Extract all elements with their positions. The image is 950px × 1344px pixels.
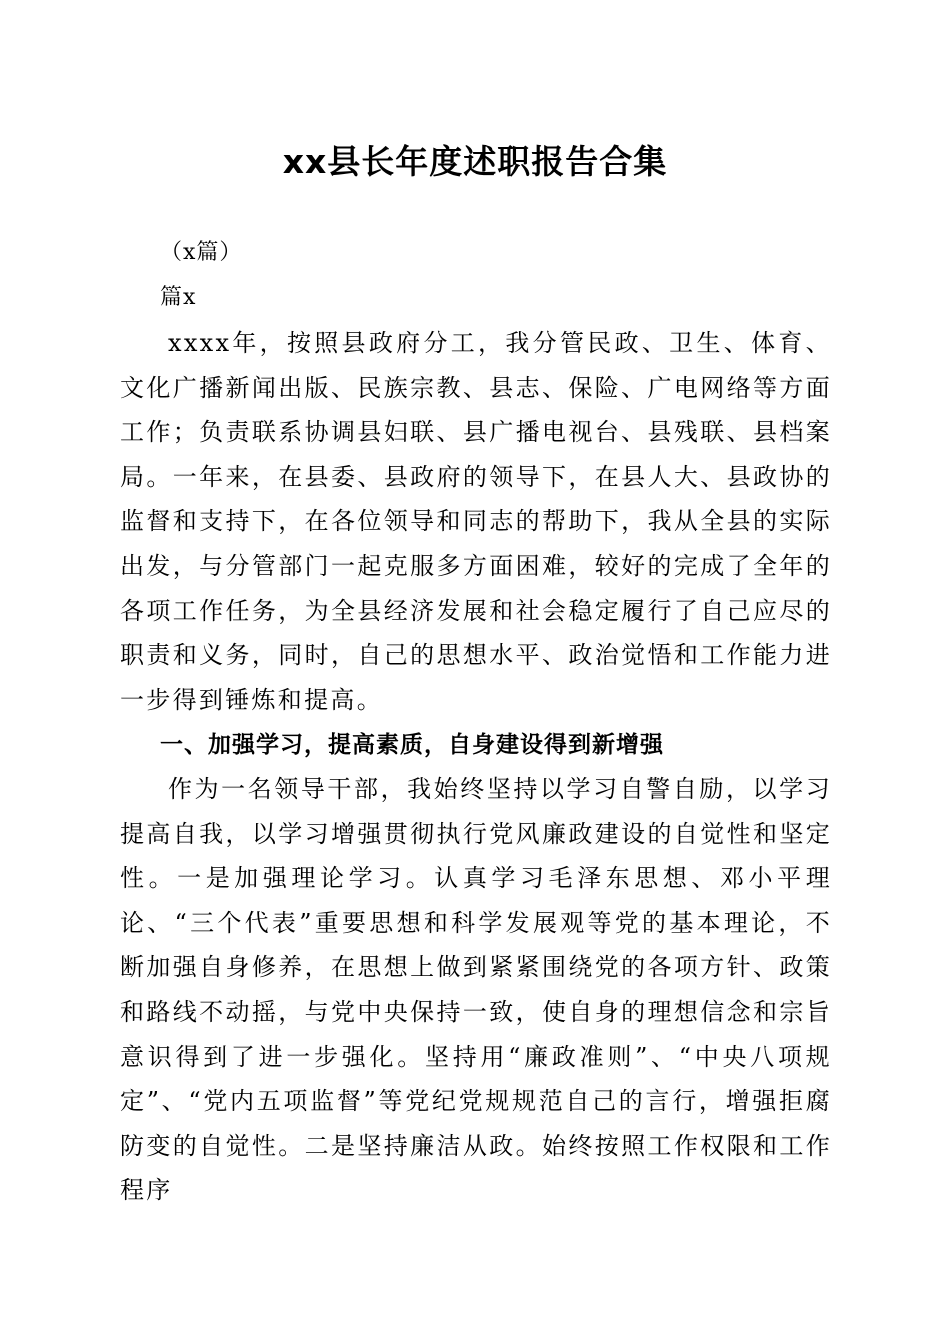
intro-paragraph: xxxx年，按照县政府分工，我分管民政、卫生、体育、文化广播新闻出版、民族宗教、县志、保险、广电网络等方面工作；负责联系协调县妇联、县广播电视台、县残联、县档案局。一年来，在县委、县政府的领导下，在县人大、县政协的监督和支持下，在各位领导和同志的帮助下，我从全县的实际出发，与分管部门一起克服多方面困难，较好的完成了全年的各项工作任务，为全县经济发展和社会稳定履行了自己应尽的职责和义务，同时，自己的思想水平、政治觉悟和工作能力进一步得到锤炼和提高。 [120, 329, 832, 714]
document-title: xx县长年度述职报告合集 [282, 142, 668, 181]
chapter-label: 篇x [160, 285, 197, 310]
document-subtitle: （x篇） [160, 240, 243, 265]
section-paragraph: 作为一名领导干部，我始终坚持以学习自警自励，以学习提高自我，以学习增强贯彻执行党风廉政建设的自觉性和坚定性。一是加强理论学习。认真学习毛泽东思想、邓小平理论、“三个代表”重要思想和科学发展观等党的基本理论，不断加强自身修养，在思想上做到紧紧围绕党的各项方针、政策和路线不动摇，与党中央保持一致，使自身的理想信念和宗旨意识得到了进一步强化。坚持用“廉政准则”、“中央八项规定”、“党内五项监督”等党纪党规规范自己的言行，增强拒腐防变的自觉性。二是坚持廉洁从政。始终按照工作权限和工作程序 [120, 775, 832, 1205]
section-body [120, 767, 832, 1213]
intro-block [120, 321, 832, 722]
section-heading: 一、加强学习，提高素质，自身建设得到新增强 [160, 732, 664, 758]
